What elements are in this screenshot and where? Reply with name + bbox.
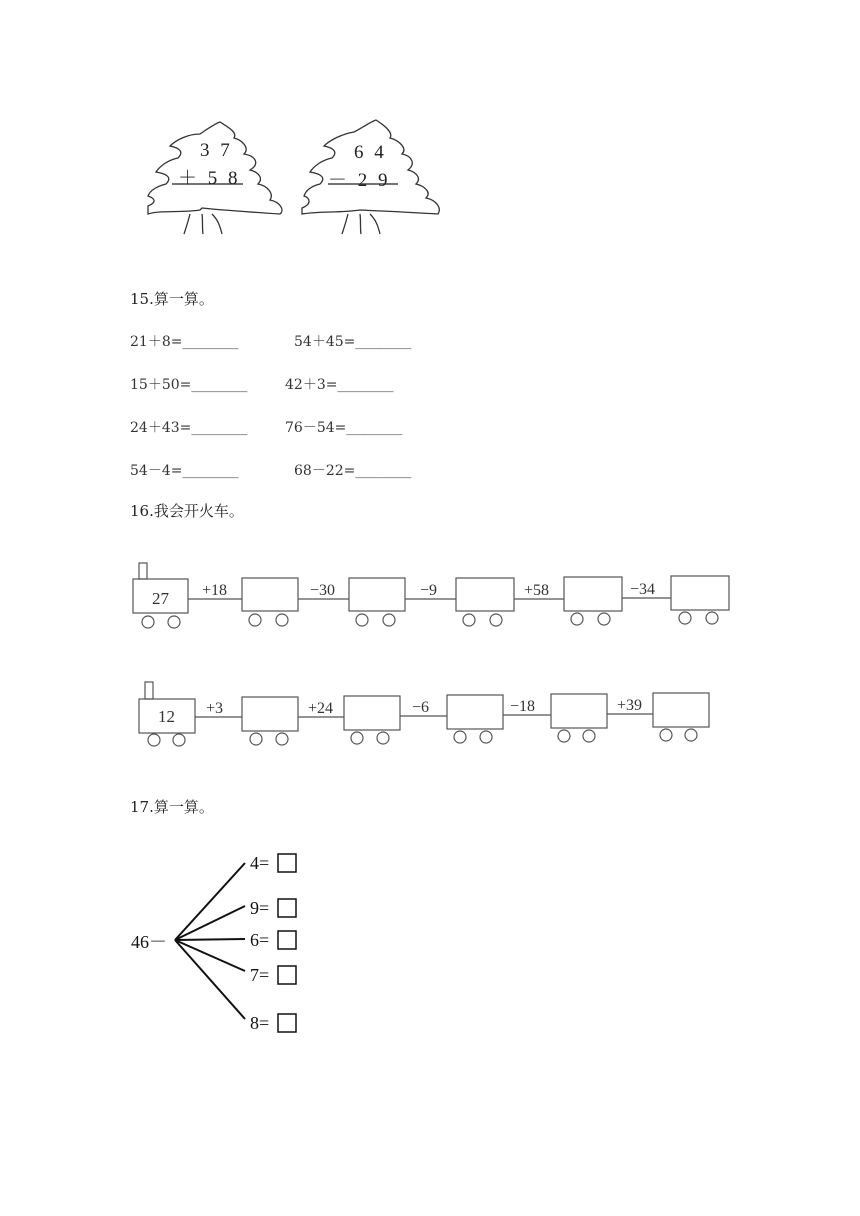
train-2-car-3 [447, 695, 503, 729]
fan-line [175, 940, 245, 1019]
tree-1-top-number: 3 7 [200, 140, 233, 161]
train-diagrams [120, 555, 740, 755]
train-2-engine-wheel [173, 734, 185, 746]
q17-title: 17.算一算。 [130, 798, 214, 816]
train-1-wheel [571, 613, 583, 625]
fan-line [175, 906, 245, 940]
answer-box-4[interactable] [278, 966, 296, 984]
subtraction-fan [125, 845, 325, 1045]
train-2-wheel [377, 732, 389, 744]
q15-eq-3-2: 76－54=________ [285, 420, 403, 436]
train-1-wheel [276, 614, 288, 626]
train-1 [133, 563, 729, 628]
answer-box-3[interactable] [278, 931, 296, 949]
fan-branch-5: 8= [250, 1013, 270, 1033]
fan-line [175, 939, 245, 940]
train-2-car-2 [344, 696, 400, 730]
train-2-engine-wheel [148, 734, 160, 746]
train-1-wheel [598, 613, 610, 625]
train-1-engine-wheel [142, 616, 154, 628]
train-2-wheel [558, 730, 570, 742]
tree-2-trunk [342, 214, 380, 234]
train-2-wheel [351, 732, 363, 744]
train-2-op-4: −18 [510, 698, 536, 715]
train-2-wheel [660, 729, 672, 741]
fan-line [175, 940, 245, 971]
train-1-op-1: +18 [202, 582, 228, 599]
tree-2-bottom-number: － 2 9 [328, 170, 391, 191]
train-2-op-3: −6 [412, 699, 430, 716]
train-1-op-3: −9 [420, 582, 438, 599]
train-1-car-2 [349, 578, 405, 611]
train-1-car-5 [671, 576, 729, 610]
answer-box-5[interactable] [278, 1014, 296, 1032]
train-2-car-1 [242, 697, 298, 731]
q16-title: 16.我会开火车。 [130, 502, 244, 520]
train-1-wheel [383, 614, 395, 626]
fan-lines [175, 863, 245, 1019]
answer-box-2[interactable] [278, 899, 296, 917]
train-2-wheel [480, 731, 492, 743]
train-1-wheel [490, 614, 502, 626]
train-2-chimney [145, 682, 153, 699]
fan-branch-4: 7= [250, 965, 270, 985]
train-1-wheel [356, 614, 368, 626]
train-2-wheel [454, 731, 466, 743]
q15-eq-2-2: 42＋3=________ [285, 377, 394, 393]
train-1-op-5: −34 [630, 581, 656, 598]
train-1-wheel [706, 612, 718, 624]
fan-branch-1: 4= [250, 853, 270, 873]
tree-1-bottom-number: ＋ 5 8 [178, 168, 241, 189]
train-2-op-1: +3 [206, 700, 224, 717]
q15-eq-1-2: 54＋45=________ [294, 334, 412, 350]
train-1-op-2: −30 [310, 582, 336, 599]
tree-2-top-number: 6 4 [354, 142, 387, 163]
train-2-wheel [685, 729, 697, 741]
answer-box-1[interactable] [278, 854, 296, 872]
train-1-engine-wheel [168, 616, 180, 628]
train-2-start-number: 12 [158, 707, 175, 726]
train-1-car-1 [242, 578, 298, 611]
tree-1-trunk [184, 214, 222, 234]
train-2-car-4 [551, 694, 607, 728]
q15-eq-2-1: 15＋50=________ [130, 377, 248, 393]
fan-root-number: 46－ [131, 932, 167, 952]
train-1-chimney [139, 563, 147, 579]
train-2-wheel [276, 733, 288, 745]
train-2-wheel [250, 733, 262, 745]
train-1-wheel [463, 614, 475, 626]
train-1-wheel [679, 612, 691, 624]
fan-branch-3: 6= [250, 930, 270, 950]
train-1-car-3 [456, 578, 514, 611]
fan-line [175, 863, 245, 940]
train-2-op-5: +39 [617, 697, 643, 714]
q15-eq-4-1: 54－4=________ [130, 463, 239, 479]
fan-branch-2: 9= [250, 898, 270, 918]
q15-eq-4-2: 68－22=________ [294, 463, 412, 479]
q15-eq-3-1: 24＋43=________ [130, 420, 248, 436]
train-2-car-5 [653, 693, 709, 727]
train-2-op-2: +24 [308, 700, 334, 717]
train-2-wheel [583, 730, 595, 742]
q15-title: 15.算一算。 [130, 290, 214, 308]
train-1-start-number: 27 [152, 589, 169, 608]
train-1-op-4: +58 [524, 582, 550, 599]
train-1-wheel [249, 614, 261, 626]
train-1-car-4 [564, 577, 622, 611]
train-2 [139, 682, 709, 746]
q15-eq-1-1: 21＋8=________ [130, 334, 239, 350]
